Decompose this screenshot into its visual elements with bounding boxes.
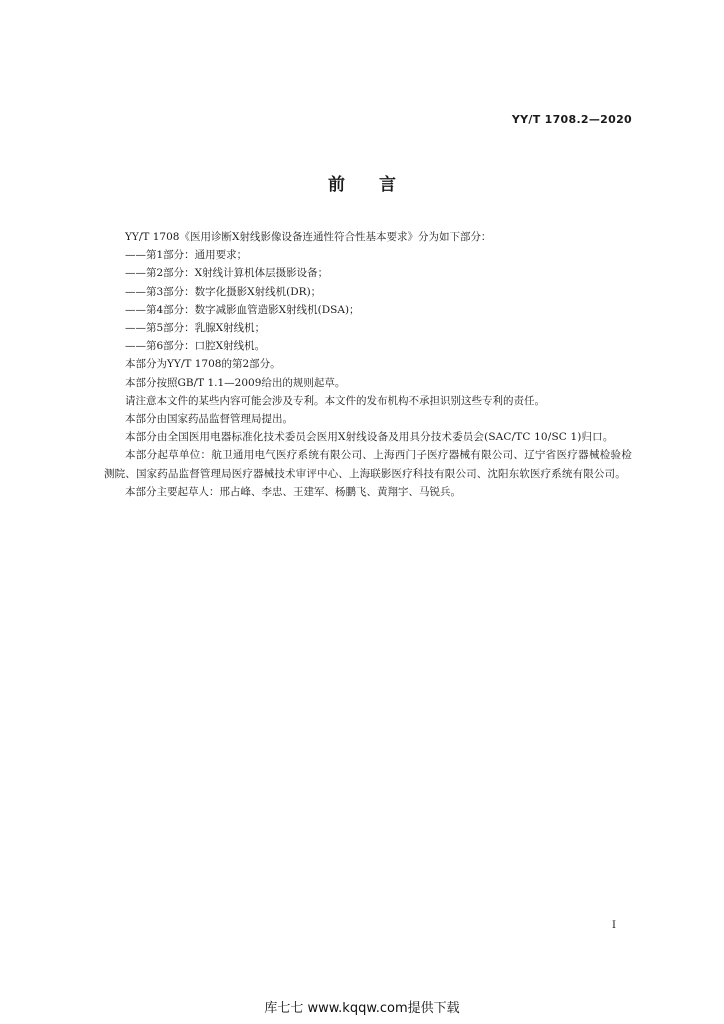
foreword-body bbox=[104, 228, 632, 501]
paragraph-managed-by: 本部分由全国医用电器标准化技术委员会医用X射线设备及用具分技术委员会(SAC/TC 10/SC 1)归口。 bbox=[125, 431, 614, 444]
paragraph-parts-intro: YY/T 1708《医用诊断X射线影像设备连通性符合性基本要求》分为如下部分： bbox=[125, 231, 492, 243]
list-item-part-3: ——第3部分：数字化摄影X射线机(DR)； bbox=[125, 285, 322, 298]
list-item-part-1: ——第1部分：通用要求； bbox=[125, 249, 248, 262]
list-item-part-4: ——第4部分：数字减影血管造影X射线机(DSA)； bbox=[125, 303, 360, 316]
paragraph-this-part: 本部分为YY/T 1708的第2部分。 bbox=[125, 358, 281, 371]
page-title: 前言 bbox=[328, 175, 430, 195]
paragraph-drafting-rules: 本部分按照GB/T 1.1—2009给出的规则起草。 bbox=[125, 376, 346, 389]
paragraph-patent-notice: 请注意本文件的某些内容可能会涉及专利。本文件的发布机构不承担识别这些专利的责任。 bbox=[125, 394, 545, 407]
download-watermark: 库七七 www.kqqw.com提供下载 bbox=[264, 1001, 460, 1016]
list-item-part-5: ——第5部分：乳腺X射线机； bbox=[125, 322, 266, 335]
list-item-part-6: ——第6部分：口腔X射线机。 bbox=[125, 340, 266, 353]
paragraph-drafting-units: 本部分起草单位：航卫通用电气医疗系统有限公司、上海西门子医疗器械有限公司、辽宁省医疗器械检验检测院、国家药品监督管理局医疗器械技术审评中心、上海联影医疗科技有限公司、沈阳东软医疗系统有限公司。 bbox=[104, 449, 632, 480]
page-number: I bbox=[612, 920, 616, 931]
standard-code: YY/T 1708.2—2020 bbox=[511, 113, 632, 126]
paragraph-proposed-by: 本部分由国家药品监督管理局提出。 bbox=[125, 413, 293, 426]
paragraph-main-drafters: 本部分主要起草人：邢占峰、李忠、王建军、杨鹏飞、黄翔宇、马锐兵。 bbox=[125, 485, 461, 498]
list-item-part-2: ——第2部分：X射线计算机体层摄影设备； bbox=[125, 267, 329, 280]
